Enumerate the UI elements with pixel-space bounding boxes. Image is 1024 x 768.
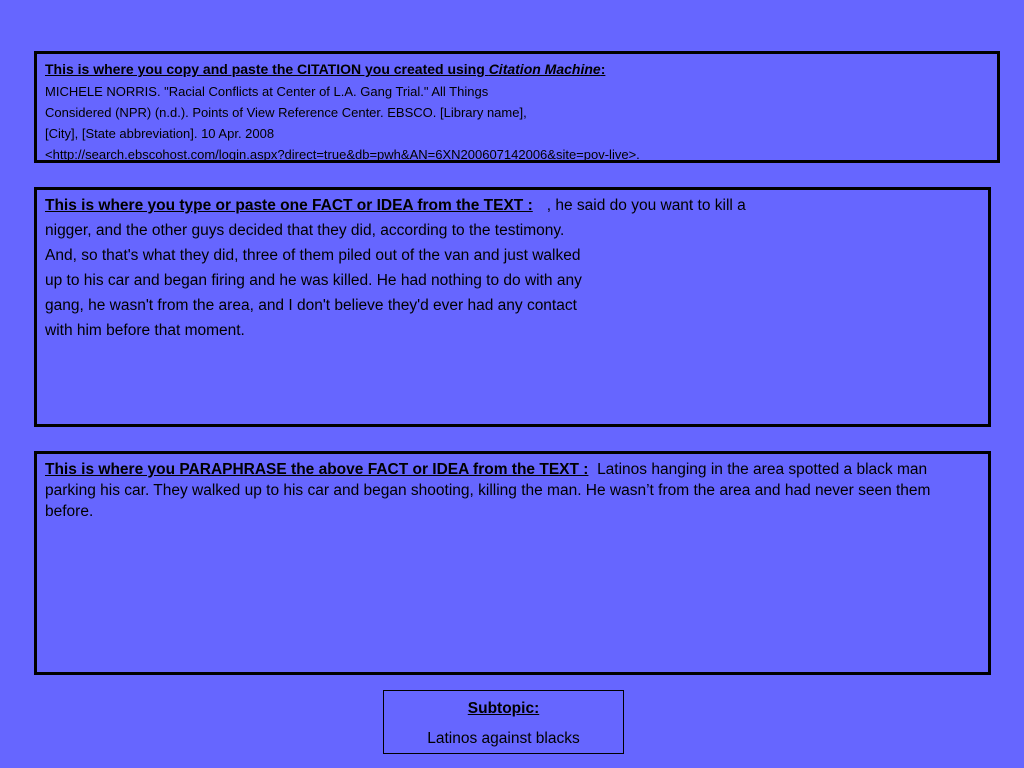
paraphrase-box <box>34 451 991 675</box>
citation-heading-text <box>45 61 605 77</box>
paraphrase-text: Latinos hanging in the area spotted a black man parking his car. They walked up to his car and began shooting, killing the man. He wasn’t from the area and had never seen them before. <box>45 461 931 520</box>
subtopic-label: Subtopic: <box>467 700 540 717</box>
fact-text-line: nigger, and the other guys decided that they did, according to the testimony. <box>45 222 565 239</box>
paraphrase-paragraph <box>45 459 980 522</box>
fact-text-line: gang, he wasn't from the area, and I don't believe they'd ever had any contact <box>45 297 577 314</box>
citation-box <box>34 51 1000 163</box>
fact-text-line: And, so that's what they did, three of them piled out of the van and just walked <box>45 247 581 264</box>
fact-first-line <box>45 193 980 218</box>
paraphrase-heading: This is where you PARAPHRASE the above FACT or IDEA from the TEXT : <box>45 461 589 478</box>
citation-machine-name: Citation Machine <box>488 61 601 77</box>
fact-heading: This is where you type or paste one FACT or IDEA from the TEXT : <box>45 197 533 214</box>
citation-line: <http://search.ebscohost.com/login.aspx?direct=true&db=pwh&AN=6XN200607142006&site=pov-live>. <box>45 147 640 162</box>
fact-first-line-text: , he said do you want to kill a <box>546 197 746 214</box>
citation-line: MICHELE NORRIS. "Racial Conflicts at Center of L.A. Gang Trial." All Things <box>45 84 489 99</box>
fact-text-line: with him before that moment. <box>45 322 245 339</box>
citation-heading <box>45 58 989 81</box>
citation-line: Considered (NPR) (n.d.). Points of View Reference Center. EBSCO. [Library name], <box>45 105 527 120</box>
citation-line: [City], [State abbreviation]. 10 Apr. 2008 <box>45 126 275 141</box>
fact-text-line: up to his car and began firing and he was killed. He had nothing to do with any <box>45 272 582 289</box>
citation-heading-suffix: : <box>600 61 606 77</box>
subtopic-box <box>383 690 624 754</box>
subtopic-value: Latinos against blacks <box>427 730 580 747</box>
citation-heading-prefix: This is where you copy and paste the CITATION you created using <box>45 61 489 77</box>
fact-box <box>34 187 991 427</box>
